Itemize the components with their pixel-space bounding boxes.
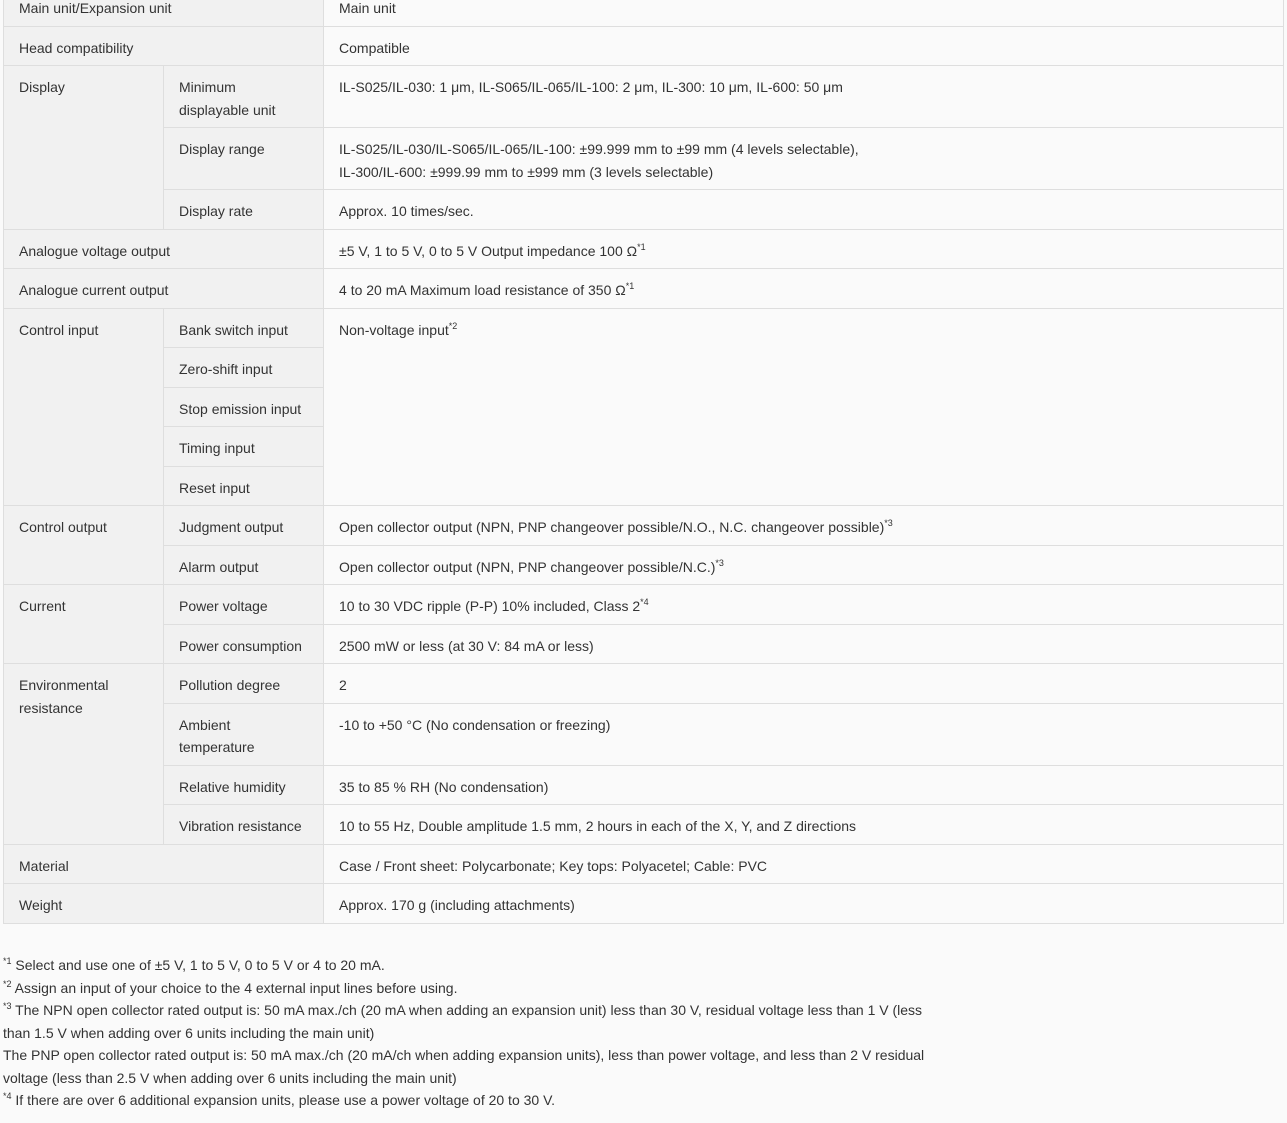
spec-value (324, 545, 1284, 585)
footnote-ref: *1 (637, 241, 646, 252)
spec-value: Approx. 10 times/sec. (324, 190, 1284, 230)
spec-row-display-rate (4, 190, 1284, 230)
spec-value: IL-S025/IL-030: 1 μm, IL-S065/IL-065/IL-100: 2 μm, IL-300: 10 μm, IL-600: 50 μm (324, 66, 1284, 128)
spec-row-weight (4, 884, 1284, 924)
spec-value: 10 to 55 Hz, Double amplitude 1.5 mm, 2 hours in each of the X, Y, and Z directions (324, 805, 1284, 845)
spec-value: 2 (324, 664, 1284, 704)
footnote-4 (3, 1089, 953, 1112)
spec-group-label: Current (4, 585, 164, 664)
spec-row-power-voltage (4, 585, 1284, 625)
spec-value: Case / Front sheet: Polycarbonate; Key tops: Polyacetel; Cable: PVC (324, 844, 1284, 884)
spec-sublabel: Vibration resistance (164, 805, 324, 845)
footnote-ref: *1 (625, 281, 635, 291)
spec-group-label: Control output (4, 506, 164, 585)
spec-sublabel: Judgment output (164, 506, 324, 546)
spec-value (324, 308, 1284, 506)
spec-sublabel: Pollution degree (164, 664, 324, 704)
footnote-text: The NPN open collector rated output is: 50 mA max./ch (20 mA when adding an expansion unit) less than 30 V, residual voltage less than 1 V (less than 1.5 V when adding over 6 units including the main unit) (3, 1002, 923, 1041)
spec-value (324, 128, 1284, 190)
spec-sublabel: Power consumption (164, 624, 324, 664)
spec-sublabel: Power voltage (164, 585, 324, 625)
spec-value (324, 229, 1284, 269)
spec-table (3, 0, 1284, 924)
spec-row-head-compatibility (4, 26, 1284, 66)
spec-value-text: Open collector output (NPN, PNP changeover possible/N.O., N.C. changeover possible) (339, 519, 885, 535)
spec-value: 2500 mW or less (at 30 V: 84 mA or less) (324, 624, 1284, 664)
spec-row-power-consumption (4, 624, 1284, 664)
footnote-2 (3, 977, 953, 1000)
spec-label: Analogue voltage output (4, 229, 324, 269)
spec-value: 35 to 85 % RH (No condensation) (324, 765, 1284, 805)
footnote-mark: *4 (3, 1091, 12, 1101)
footnote-1 (3, 954, 953, 977)
spec-label: Weight (4, 884, 324, 924)
footnote-ref: *2 (448, 320, 458, 331)
spec-sublabel: Alarm output (164, 545, 324, 585)
spec-row-material (4, 844, 1284, 884)
footnote-text: If there are over 6 additional expansion units, please use a power voltage of 20 to 30 V. (11, 1092, 556, 1108)
spec-sublabel: Ambient temperature (164, 703, 324, 765)
spec-label: Material (4, 844, 324, 884)
spec-row-ambient-temperature (4, 703, 1284, 765)
spec-value: -10 to +50 °C (No condensation or freezing) (324, 703, 1284, 765)
spec-sublabel: Stop emission input (164, 387, 324, 427)
spec-sublabel: Minimum displayable unit (164, 66, 324, 128)
spec-value-text: Non-voltage input (339, 321, 449, 338)
spec-value: Main unit (324, 0, 1284, 26)
spec-group-label: Control input (4, 308, 164, 506)
spec-value-line: IL-300/IL-600: ±999.99 mm to ±999 mm (3 levels selectable) (339, 163, 714, 180)
spec-row-vibration-resistance (4, 805, 1284, 845)
spec-group-label: Environmental resistance (4, 664, 164, 845)
spec-sublabel: Display range (164, 128, 324, 190)
spec-sublabel: Relative humidity (164, 765, 324, 805)
spec-label: Head compatibility (4, 26, 324, 66)
spec-row-analogue-current (4, 269, 1284, 309)
footnote-mark: *2 (3, 978, 12, 989)
footnote-3 (3, 999, 953, 1044)
footnote-3b: The PNP open collector rated output is: 50 mA max./ch (20 mA/ch when adding expansion units), less than power voltage, and less than 2 V residual voltage (less than 2.5 V when adding over 6 units including the main unit) (3, 1047, 925, 1086)
spec-sublabel: Display rate (164, 190, 324, 230)
footnote-text: Assign an input of your choice to the 4 external input lines before using. (11, 979, 458, 996)
spec-sublabel: Zero-shift input (164, 348, 324, 388)
footnotes (3, 954, 953, 1112)
spec-value-text: 4 to 20 mA Maximum load resistance of 350 Ω (339, 282, 626, 298)
spec-row-judgment-output (4, 506, 1284, 546)
footnote-ref: *4 (640, 597, 649, 607)
spec-label: Main unit/Expansion unit (4, 0, 324, 26)
spec-row-alarm-output (4, 545, 1284, 585)
spec-value (324, 506, 1284, 546)
spec-value-line: IL-S025/IL-030/IL-S065/IL-065/IL-100: ±99.999 mm to ±99 mm (4 levels selectable), (339, 141, 859, 157)
footnote-ref: *3 (884, 518, 893, 528)
spec-row-display-min-unit (4, 66, 1284, 128)
spec-row-pollution-degree (4, 664, 1284, 704)
footnote-text: Select and use one of ±5 V, 1 to 5 V, 0 to 5 V or 4 to 20 mA. (11, 957, 385, 973)
spec-value (324, 269, 1284, 309)
spec-value-text: 10 to 30 VDC ripple (P-P) 10% included, Class 2 (339, 598, 641, 614)
spec-row-display-range (4, 128, 1284, 190)
spec-group-label: Display (4, 66, 164, 230)
spec-value-text: ±5 V, 1 to 5 V, 0 to 5 V Output impedance 100 Ω (339, 242, 638, 259)
footnote-ref: *3 (715, 557, 724, 568)
spec-value: Approx. 170 g (including attachments) (324, 884, 1284, 924)
spec-value (324, 585, 1284, 625)
spec-row-control-input (4, 308, 1284, 348)
spec-sublabel: Timing input (164, 427, 324, 467)
spec-row-analogue-voltage (4, 229, 1284, 269)
spec-value-text: Open collector output (NPN, PNP changeover possible/N.C.) (339, 558, 716, 575)
spec-row-relative-humidity (4, 765, 1284, 805)
spec-sublabel: Reset input (164, 466, 324, 506)
spec-value: Compatible (324, 26, 1284, 66)
spec-sublabel: Bank switch input (164, 308, 324, 348)
spec-label: Analogue current output (4, 269, 324, 309)
footnote-mark: *3 (3, 1001, 12, 1011)
spec-row-main-unit (4, 0, 1284, 26)
footnote-mark: *1 (3, 956, 12, 966)
